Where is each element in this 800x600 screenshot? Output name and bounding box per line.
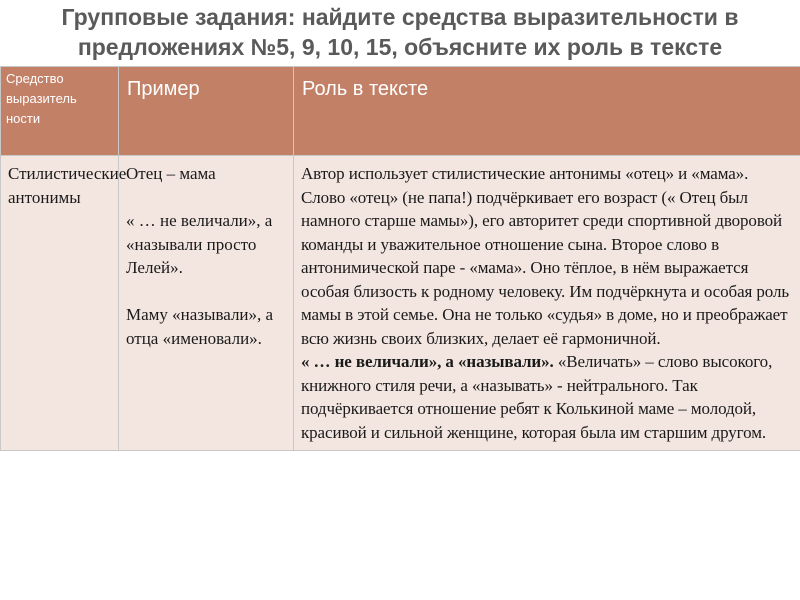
role-paragraph-1: Автор использует стилистические антонимы «отец» и «мама». Слово «отец» (не папа!) подчёркивает его возраст (« Отец был намного старше мамы»), его авторитет среди спортивной дворовой команды и уважительное отношение сына. Второе слово в антонимической паре - «мама». Оно тёплое, в нём выражается особая близость к родному человеку. Им подчёркнута и особая роль мамы в этой семье. Она не только «судья» в доме, но и преображает всю жизнь своих близких, делает её гармоничной.: [301, 164, 789, 348]
slide-title: [0, 2, 800, 62]
assignment-table: [0, 66, 800, 451]
cell-examples: [119, 156, 294, 451]
header-role: Роль в тексте: [294, 67, 800, 156]
table-header-row: [1, 67, 800, 156]
table-row: [1, 156, 800, 451]
cell-device: Стилистические антонимы: [1, 156, 119, 451]
example-item: « … не величали», а «называли просто Лелей».: [126, 211, 273, 277]
role-paragraph-2: [301, 350, 794, 444]
role-paragraph-2-text: «Величать» – слово высокого, книжного стиля речи, а «называть» - нейтрального. Так подчёркивается отношение ребят к Колькиной маме – молодой, красивой и сильной женщине, которая была им старшим другом.: [301, 352, 773, 442]
assignment-table-container: [0, 66, 800, 600]
title-line-2: предложениях №5, 9, 10, 15, объясните их роль в тексте: [77, 34, 723, 60]
example-item: Маму «называли», а отца «именовали».: [126, 305, 274, 348]
example-item: Отец – мама: [126, 164, 216, 183]
header-example: Пример: [119, 67, 294, 156]
role-paragraph-2-bold: « … не величали», а «называли».: [301, 352, 554, 371]
header-device: Средство выразитель ности: [1, 67, 119, 156]
title-line-1: Групповые задания: найдите средства выразительности в: [61, 4, 739, 30]
cell-role: [294, 156, 800, 451]
